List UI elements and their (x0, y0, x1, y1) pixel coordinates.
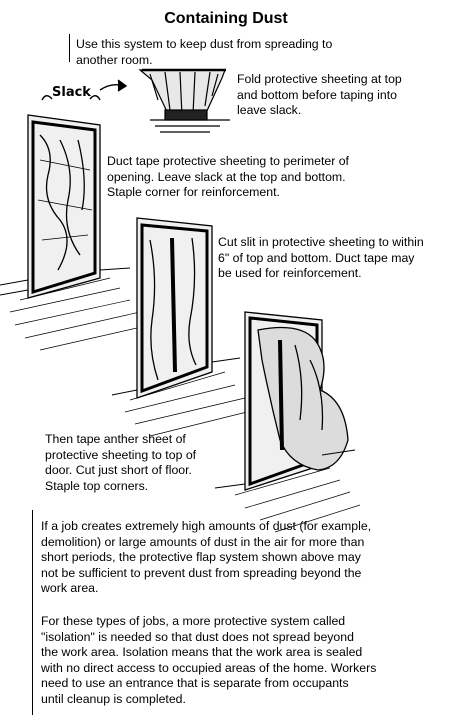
page-title: Containing Dust (164, 10, 288, 27)
caption-fold: Fold protective sheeting at top and bottom before taping into leave slack. (237, 72, 402, 118)
caption-tape: Duct tape protective sheeting to perimeter of opening. Leave slack at the top and bottom. Staple corner for reinforcement. (107, 154, 349, 200)
caption-flap: Then tape anther sheet of protective sheeting to top of door. Cut just short of floor. Staple top corners. (45, 432, 197, 493)
door-1-illustration (0, 115, 150, 350)
slack-label: Slack (52, 85, 91, 100)
intro-text: Use this system to keep dust from spreading to another room. (76, 37, 333, 67)
door-3-illustration (215, 312, 360, 532)
slack-bracket (42, 80, 126, 100)
door-2-illustration (112, 218, 255, 436)
caption-cut: Cut slit in protective sheeting to within 6" of top and bottom. Duct tape may be used for reinforcement. (218, 235, 424, 281)
body-paragraph-1: If a job creates extremely high amounts of dust (for example, demolition) or large amounts of dust in the air for more than short periods, the protective flap system shown above may not be sufficient to prevent dust from spreading beyond the work area. (41, 519, 372, 596)
body-paragraph-2: For these types of jobs, a more protective system called "isolation" is needed so that dust does not spread beyond the work area. Isolation means that the work area is sealed with no direct access to occupied areas of the home. Workers need to use an entrance that is separate from occupants until cleanup is completed. (41, 614, 377, 706)
fold-detail-illustration (140, 70, 230, 132)
